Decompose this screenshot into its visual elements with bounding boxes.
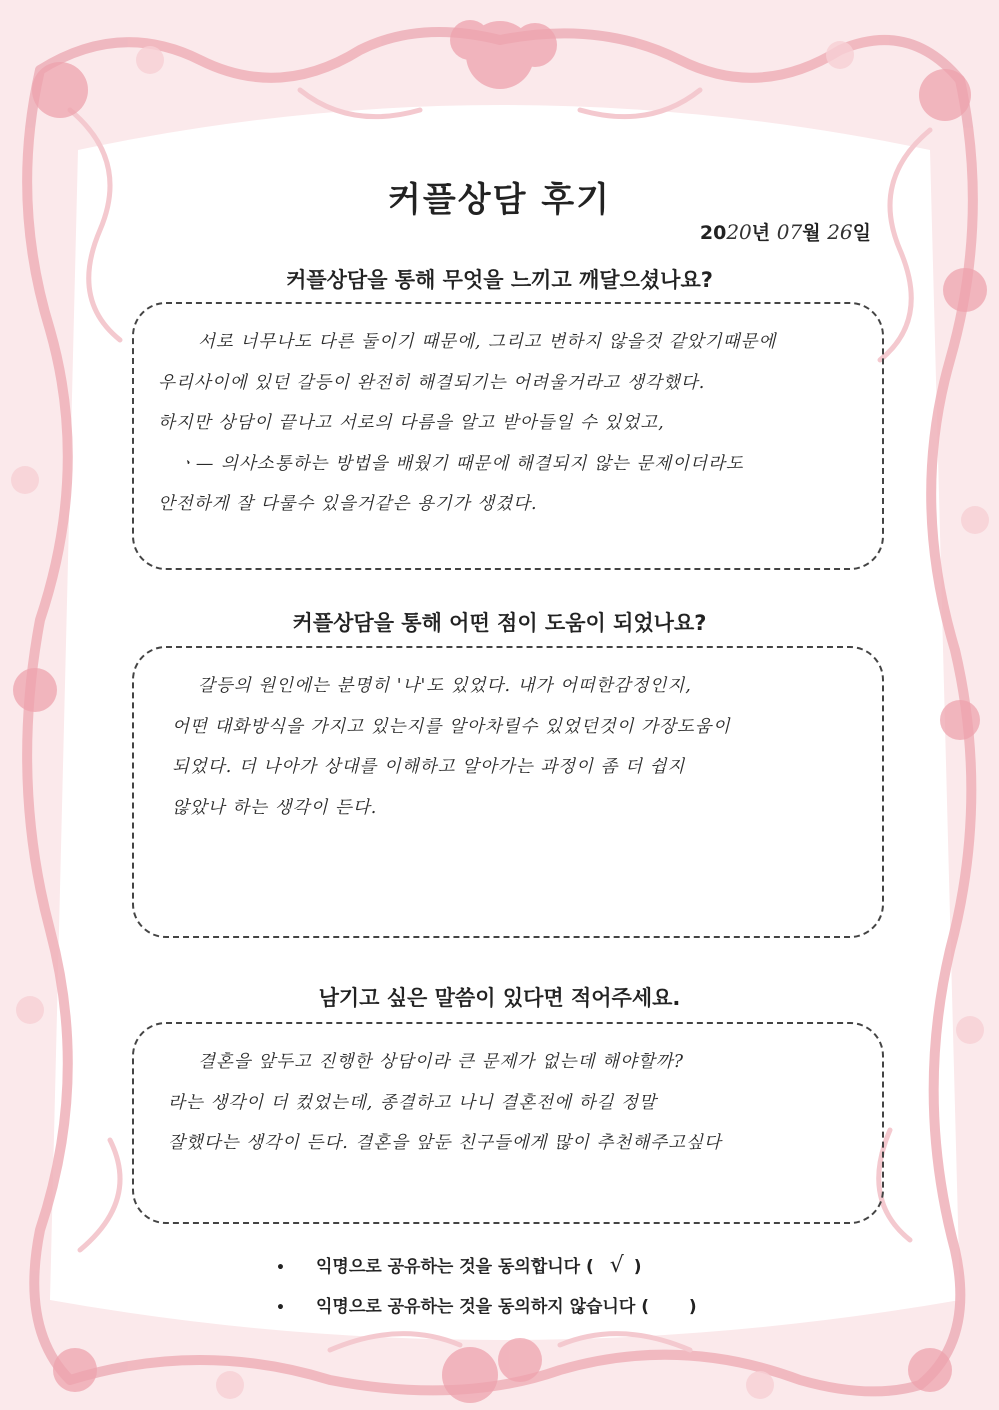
answer-3-line-3: 잘했다는 생각이 든다. 결혼을 앞둔 친구들에게 많이 추천해주고싶다	[168, 1133, 722, 1153]
answer-1-line-1: 서로 너무나도 다른 둘이기 때문에, 그리고 변하지 않을것 같았기때문에	[198, 332, 777, 352]
answer-1-line-5: 안전하게 잘 다룰수 있을거같은 용기가 생겼다.	[158, 494, 538, 514]
answer-2-line-2: 어떤 대화방식을 가지고 있는지를 알아차릴수 있었던것이 가장도움이	[172, 716, 731, 737]
consent-agree-label: 익명으로 공유하는 것을 동의합니다 (	[316, 1257, 594, 1277]
consent-disagree-label: 익명으로 공유하는 것을 동의하지 않습니다 (	[316, 1297, 649, 1317]
month-handwritten: 07	[776, 220, 803, 244]
question-3: 남기고 싶은 말씀이 있다면 적어주세요.	[318, 986, 681, 1010]
answer-1-line-2: 우리사이에 있던 갈등이 완전히 해결되기는 어려울거라고 생각했다.	[158, 372, 706, 393]
question-1: 커플상담을 통해 무엇을 느끼고 깨달으셨나요?	[286, 268, 713, 292]
day-suffix: 일	[852, 222, 871, 244]
answer-2-line-3: 되었다. 더 나아가 상대를 이해하고 알아가는 과정이 좀 더 쉽지	[172, 757, 686, 777]
consent-agree-close: )	[633, 1257, 642, 1277]
answer-2-line-4: 않았나 하는 생각이 든다.	[172, 797, 378, 818]
answer-3-line-2: 라는 생각이 더 컸었는데, 종결하고 나니 결혼전에 하길 정말	[168, 1092, 657, 1113]
date-line	[700, 218, 871, 245]
answer-box-3	[132, 1022, 884, 1224]
answer-1-line-3: 하지만 상담이 끝나고 서로의 다름을 알고 받아들일 수 있었고,	[158, 413, 665, 433]
answer-box-1	[132, 302, 884, 570]
question-2: 커플상담을 통해 어떤 점이 도움이 되었나요?	[292, 611, 707, 635]
answer-box-2	[132, 646, 884, 938]
month-suffix: 월	[802, 222, 821, 244]
bullet-icon: •	[276, 1300, 285, 1316]
answer-2-line-1: 갈등의 원인에는 분명히 '나'도 있었다. 내가 어떠한감정인지,	[198, 676, 692, 696]
bullet-icon: •	[276, 1260, 285, 1276]
year-handwritten: 20	[726, 220, 752, 244]
page-title: 커플상담 후기	[388, 180, 611, 220]
consent-agree	[276, 1252, 641, 1278]
consent-agree-checkbox[interactable]: √	[609, 1253, 624, 1278]
consent-disagree	[276, 1292, 697, 1317]
year-suffix: 년	[751, 222, 771, 244]
consent-disagree-close: )	[688, 1297, 697, 1317]
answer-1-line-4: ㆍ— 의사소통하는 방법을 배웠기 때문에 해결되지 않는 문제이더라도	[178, 453, 744, 474]
day-handwritten: 26	[827, 220, 853, 244]
answer-3-line-1: 결혼을 앞두고 진행한 상담이라 큰 문제가 없는데 해야할까?	[198, 1052, 685, 1072]
year-prefix: 20	[699, 222, 727, 244]
